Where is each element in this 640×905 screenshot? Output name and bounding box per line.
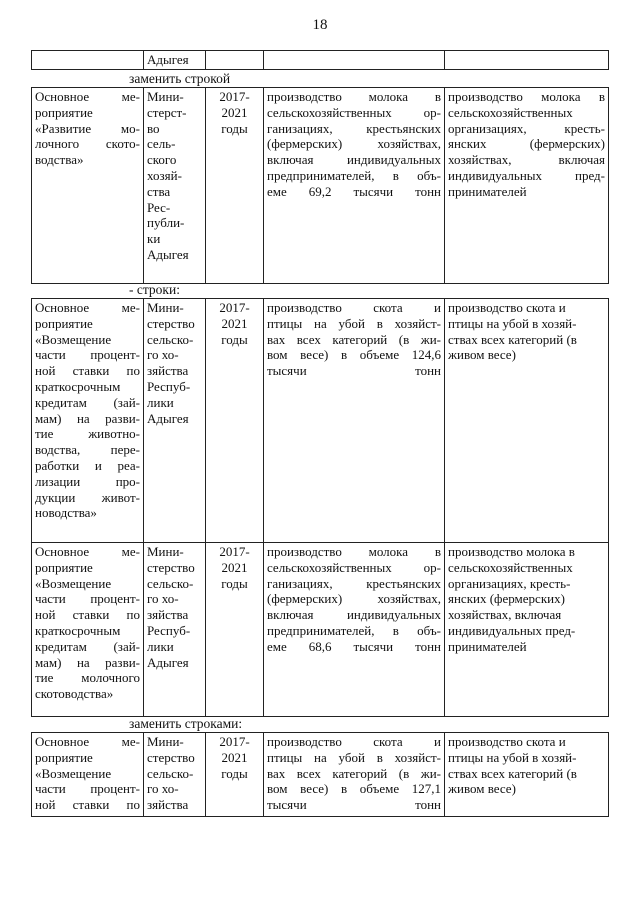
cell-line: производство скота и: [448, 300, 566, 315]
cell-line: лизации про-: [35, 473, 140, 489]
cell-line: роприятие: [35, 104, 93, 120]
cell-line: Основное ме-: [35, 544, 140, 559]
cell-line: Адыгея: [147, 410, 189, 426]
cell-line: еме 69,2 тысячи тонн: [267, 183, 441, 199]
event-cell: [32, 733, 144, 817]
result-cell: [445, 543, 609, 717]
ministry-cell: [144, 88, 206, 284]
cell-line: Адыгея: [147, 246, 189, 262]
event-cell: [32, 543, 144, 717]
cell-line: мам) на разви-: [35, 654, 140, 670]
cell-line: краткосрочным: [35, 622, 121, 638]
period-cell: [206, 88, 264, 284]
cell-line: янских (фермерских): [448, 136, 605, 152]
cell-line: производство молока в: [267, 544, 441, 559]
cell-line: Мини-: [147, 734, 184, 749]
table-row: [32, 543, 609, 717]
ministry-cell: Адыгея: [144, 51, 206, 70]
cell-line: предпринимателей, в объ-: [267, 622, 441, 638]
cell-line: стерст-: [147, 104, 187, 120]
cell-line: краткосрочным: [35, 378, 121, 394]
ministry-cell: [144, 299, 206, 543]
cell-line: 2021: [221, 104, 248, 120]
cell-line: включая индивидуальных: [267, 152, 441, 168]
cell-line: тысячи тонн: [267, 797, 441, 813]
cell-line: сельскохозяйственных: [448, 559, 573, 575]
cell-line: стерство: [147, 315, 195, 331]
cell-line: роприятие: [35, 559, 93, 575]
cell-line: «Возмещение: [35, 575, 112, 591]
cell-line: «Возмещение: [35, 331, 112, 347]
cell-line: предпринимателей, в объ-: [267, 167, 441, 183]
ministry-cell: [144, 733, 206, 817]
result-cell: [445, 733, 609, 817]
cell-line: сельско-: [147, 331, 194, 347]
cell-line: дукции живот-: [35, 489, 140, 505]
cell-line: вом весе) в объеме 127,1: [267, 781, 441, 797]
cell-line: живом весе): [448, 781, 516, 797]
cell-line: публи-: [147, 215, 185, 231]
indicator-cell: [264, 88, 445, 284]
cell-line: годы: [221, 575, 248, 591]
cell-line: роприятие: [35, 315, 93, 331]
cell-line: сель-: [147, 136, 176, 152]
cell-line: Адыгея: [147, 654, 189, 670]
period-cell: [206, 51, 264, 70]
cell-line: «Развитие мо-: [35, 120, 140, 136]
cell-line: живом весе): [448, 347, 516, 363]
cell-line: птицы на убой в хозяй-: [448, 749, 577, 765]
period-cell: [206, 543, 264, 717]
cell-line: сельско-: [147, 575, 194, 591]
cell-line: тысячи тонн: [267, 363, 441, 379]
period-cell: [206, 299, 264, 543]
period-cell: [206, 733, 264, 817]
cell-line: кредитам (зай-: [35, 638, 140, 654]
cell-line: зяйства: [147, 607, 189, 623]
cell-line: производство скота и: [267, 300, 441, 315]
cell-line: индивидуальных пред-: [448, 167, 605, 183]
table-fragment-top: [31, 50, 609, 70]
result-cell: [445, 88, 609, 284]
cell-line: янских (фермерских): [448, 591, 565, 607]
cell-line: го хо-: [147, 591, 179, 607]
cell-line: хозяйствах, включая: [448, 152, 605, 168]
cell-line: вах всех категорий (в жи-: [267, 765, 441, 781]
cell-line: принимателей: [448, 638, 527, 654]
cell-line: 2017-: [219, 544, 250, 559]
cell-line: ствах всех категорий (в: [448, 331, 577, 347]
cell-line: части процент-: [35, 781, 140, 797]
cell-line: организациях, кресть-: [448, 120, 605, 136]
indicator-cell: [264, 299, 445, 543]
cell-line: производство молока в: [267, 89, 441, 104]
cell-line: стерство: [147, 559, 195, 575]
cell-line: сельско-: [147, 765, 194, 781]
cell-line: 2021: [221, 315, 248, 331]
cell-line: годы: [221, 765, 248, 781]
cell-line: Мини-: [147, 544, 184, 559]
cell-line: Основное ме-: [35, 734, 140, 749]
cell-line: ной ставки по: [35, 363, 140, 379]
cell-line: го хо-: [147, 781, 179, 797]
cell-line: 2017-: [219, 89, 250, 104]
cell-line: сельскохозяйственных ор-: [267, 559, 441, 575]
cell-line: лики: [147, 638, 174, 654]
cell-line: принимателей: [448, 183, 527, 199]
instruction-rows: - строки:: [129, 282, 180, 297]
cell-line: кредитам (зай-: [35, 394, 140, 410]
cell-line: го хо-: [147, 347, 179, 363]
cell-line: производство скота и: [267, 734, 441, 749]
cell-line: 2017-: [219, 734, 250, 749]
cell-line: ки: [147, 231, 161, 247]
result-cell: [445, 299, 609, 543]
cell-line: годы: [221, 120, 248, 136]
cell-line: зяйства: [147, 797, 189, 813]
cell-line: ной ставки по: [35, 607, 140, 623]
cell-line: вом весе) в объеме 124,6: [267, 347, 441, 363]
cell-line: сельскохозяйственных ор-: [267, 104, 441, 120]
result-cell: [445, 51, 609, 70]
table-old-rows: [31, 298, 609, 717]
cell-line: индивидуальных пред-: [448, 622, 576, 638]
event-cell: [32, 88, 144, 284]
instruction-replace-rows: заменить строками:: [129, 716, 243, 731]
cell-line: ной ставки по: [35, 797, 140, 813]
cell-line: стерство: [147, 749, 195, 765]
cell-line: работки и реа-: [35, 457, 140, 473]
cell-line: во: [147, 120, 160, 136]
cell-line: хозяйствах, включая: [448, 607, 562, 623]
cell-line: птицы на убой в хозяйст-: [267, 315, 441, 331]
cell-line: включая индивидуальных: [267, 607, 441, 623]
instruction-replace-row: заменить строкой: [129, 71, 231, 86]
cell-line: ского: [147, 152, 177, 168]
cell-line: водства»: [35, 152, 84, 168]
cell-line: «Возмещение: [35, 765, 112, 781]
cell-line: зяйства: [147, 363, 189, 379]
cell-line: Мини-: [147, 300, 184, 315]
cell-line: 2021: [221, 559, 248, 575]
cell-line: ства: [147, 183, 171, 199]
cell-line: (фермерских) хозяйствах,: [267, 591, 441, 607]
cell-line: птицы на убой в хозяйст-: [267, 749, 441, 765]
cell-line: производство молока в: [448, 544, 575, 559]
indicator-cell: [264, 543, 445, 717]
indicator-cell: [264, 51, 445, 70]
cell-line: Мини-: [147, 89, 184, 104]
cell-line: тие животно-: [35, 426, 140, 442]
cell-line: Рес-: [147, 199, 171, 215]
table-row: [32, 733, 609, 817]
cell-line: 2017-: [219, 300, 250, 315]
cell-line: Основное ме-: [35, 89, 140, 104]
cell-line: роприятие: [35, 749, 93, 765]
cell-line: водства, пере-: [35, 442, 140, 458]
cell-line: Респуб-: [147, 378, 191, 394]
ministry-cell: [144, 543, 206, 717]
page-number: 18: [312, 17, 328, 33]
cell-line: производство скота и: [448, 734, 566, 749]
indicator-cell: [264, 733, 445, 817]
event-cell: [32, 299, 144, 543]
cell-line: тие молочного: [35, 670, 140, 686]
table-row: [32, 299, 609, 543]
cell-line: сельскохозяйственных: [448, 104, 573, 120]
cell-line: ствах всех категорий (в: [448, 765, 577, 781]
cell-line: лики: [147, 394, 174, 410]
cell-line: годы: [221, 331, 248, 347]
cell-line: организациях, кресть-: [448, 575, 571, 591]
cell-line: ганизациях, крестьянских: [267, 575, 441, 591]
cell-line: части процент-: [35, 591, 140, 607]
cell-line: вах всех категорий (в жи-: [267, 331, 441, 347]
event-cell: [32, 51, 144, 70]
cell-line: части процент-: [35, 347, 140, 363]
cell-line: новодства»: [35, 505, 97, 521]
cell-line: Респуб-: [147, 622, 191, 638]
cell-line: скотоводства»: [35, 686, 114, 702]
cell-line: 2021: [221, 749, 248, 765]
cell-line: еме 68,6 тысячи тонн: [267, 638, 441, 654]
cell-line: Основное ме-: [35, 300, 140, 315]
table-row: [32, 51, 609, 70]
table-milk-new: [31, 87, 609, 284]
cell-line: ганизациях, крестьянских: [267, 120, 441, 136]
cell-line: лочного ското-: [35, 136, 140, 152]
table-row: [32, 88, 609, 284]
table-cattle-new: [31, 732, 609, 817]
cell-line: (фермерских) хозяйствах,: [267, 136, 441, 152]
cell-line: мам) на разви-: [35, 410, 140, 426]
cell-line: птицы на убой в хозяй-: [448, 315, 577, 331]
cell-line: хозяй-: [147, 167, 182, 183]
cell-line: производство молока в: [448, 89, 605, 104]
